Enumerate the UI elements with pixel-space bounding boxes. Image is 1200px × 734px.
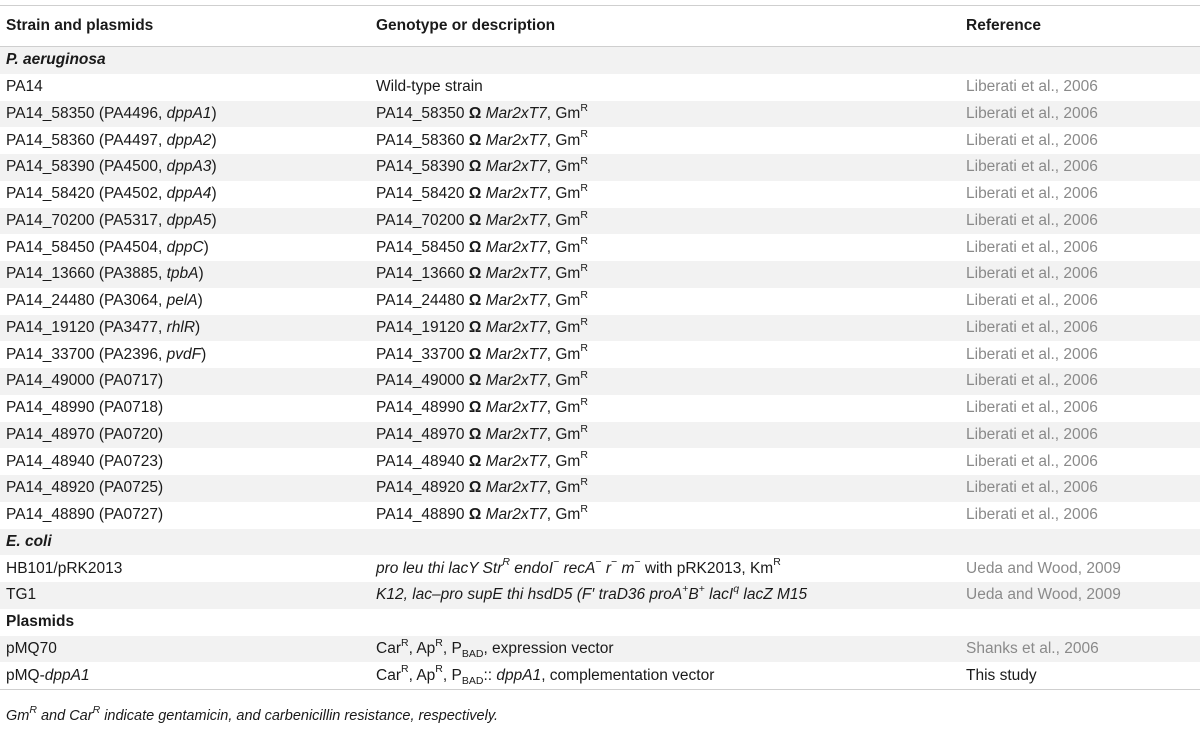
reference-cell: Liberati et al., 2006 xyxy=(960,422,1200,449)
genotype-cell: Car$^R$, $Ap^R$, $P_{BAD}$, expression vector xyxy=(370,636,960,663)
reference-cell: Liberati et al., 2006 xyxy=(960,448,1200,475)
strain-cell: PA14_33700 (PA2396, pvdF) xyxy=(0,341,370,368)
reference-cell: Shanks et al., 2006 xyxy=(960,636,1200,663)
table-row xyxy=(0,234,1200,261)
genotype-cell: PA14_48940 Ω Mar2xT7, $Gm^R$ xyxy=(370,448,960,475)
table-row xyxy=(0,368,1200,395)
section-row xyxy=(0,529,1200,556)
table-row xyxy=(0,101,1200,128)
strain-cell: PA14_48990 (PA0718) xyxy=(0,395,370,422)
reference-cell: Liberati et al., 2006 xyxy=(960,368,1200,395)
reference-cell: Liberati et al., 2006 xyxy=(960,288,1200,315)
strain-cell: PA14_48890 (PA0727) xyxy=(0,502,370,529)
table-row xyxy=(0,582,1200,609)
strain-cell: PA14_48920 (PA0725) xyxy=(0,475,370,502)
section-label-ecoli: E. coli xyxy=(0,529,1200,556)
strain-cell: PA14_58360 (PA4497, dppA2) xyxy=(0,127,370,154)
strain-cell: PA14_58350 (PA4496, dppA1) xyxy=(0,101,370,128)
table-row xyxy=(0,448,1200,475)
table-row xyxy=(0,154,1200,181)
strain-cell: PA14_13660 (PA3885, tpbA) xyxy=(0,261,370,288)
table-row xyxy=(0,127,1200,154)
genotype-cell: PA14_33700 Ω Mar2xT7, $Gm^R$ xyxy=(370,341,960,368)
strain-cell: PA14 xyxy=(0,74,370,101)
table-row xyxy=(0,261,1200,288)
table-row xyxy=(0,502,1200,529)
genotype-cell: PA14_58360 Ω Mar2xT7, $Gm^R$ xyxy=(370,127,960,154)
table-row xyxy=(0,555,1200,582)
table-row xyxy=(0,208,1200,235)
reference-cell: This study xyxy=(960,662,1200,689)
section-label-plasmids: Plasmids xyxy=(0,609,1200,636)
reference-cell: Liberati et al., 2006 xyxy=(960,261,1200,288)
genotype-cell: PA14_48970 Ω Mar2xT7, $Gm^R$ xyxy=(370,422,960,449)
section-row xyxy=(0,47,1200,74)
strain-cell: PA14_48940 (PA0723) xyxy=(0,448,370,475)
reference-cell: Liberati et al., 2006 xyxy=(960,127,1200,154)
reference-cell: Liberati et al., 2006 xyxy=(960,101,1200,128)
table-row xyxy=(0,422,1200,449)
genotype-cell: K12, lac–pro supE thi hsdD5 (F′ traD36 proA+B+ lacI$^q$ lacZ M15 xyxy=(370,582,960,609)
genotype-cell: PA14_48890 Ω Mar2xT7, $Gm^R$ xyxy=(370,502,960,529)
strain-cell: PA14_24480 (PA3064, pelA) xyxy=(0,288,370,315)
genotype-cell: Car$^R$, $Ap^R$, $P_{BAD}$:: dppA1, complementation vector xyxy=(370,662,960,689)
reference-cell: Ueda and Wood, 2009 xyxy=(960,582,1200,609)
genotype-cell: PA14_70200 Ω Mar2xT7, $Gm^R$ xyxy=(370,208,960,235)
reference-cell: Liberati et al., 2006 xyxy=(960,234,1200,261)
reference-cell: Ueda and Wood, 2009 xyxy=(960,555,1200,582)
table-row xyxy=(0,395,1200,422)
table-row xyxy=(0,475,1200,502)
reference-cell: Liberati et al., 2006 xyxy=(960,208,1200,235)
table-row xyxy=(0,662,1200,689)
strain-cell: PA14_19120 (PA3477, rhlR) xyxy=(0,315,370,342)
reference-cell: Liberati et al., 2006 xyxy=(960,341,1200,368)
strain-cell: PA14_48970 (PA0720) xyxy=(0,422,370,449)
reference-cell: Liberati et al., 2006 xyxy=(960,154,1200,181)
table-row xyxy=(0,181,1200,208)
strain-cell: PA14_70200 (PA5317, dppA5) xyxy=(0,208,370,235)
genotype-cell: PA14_58450 Ω Mar2xT7, $Gm^R$ xyxy=(370,234,960,261)
strains-table xyxy=(0,5,1200,690)
table-row xyxy=(0,74,1200,101)
strain-cell: PA14_58420 (PA4502, dppA4) xyxy=(0,181,370,208)
column-header-genotype: Genotype or description xyxy=(370,6,960,47)
strain-cell: HB101/pRK2013 xyxy=(0,555,370,582)
table-row xyxy=(0,315,1200,342)
strain-cell: pMQ70 xyxy=(0,636,370,663)
column-header-strain: Strain and plasmids xyxy=(0,6,370,47)
reference-cell: Liberati et al., 2006 xyxy=(960,74,1200,101)
genotype-cell: PA14_58420 Ω Mar2xT7, $Gm^R$ xyxy=(370,181,960,208)
genotype-cell: PA14_58390 Ω Mar2xT7, $Gm^R$ xyxy=(370,154,960,181)
genotype-cell: Wild-type strain xyxy=(370,74,960,101)
reference-cell: Liberati et al., 2006 xyxy=(960,181,1200,208)
strain-cell: PA14_49000 (PA0717) xyxy=(0,368,370,395)
reference-cell: Liberati et al., 2006 xyxy=(960,395,1200,422)
strain-cell: PA14_58390 (PA4500, dppA3) xyxy=(0,154,370,181)
reference-cell: Liberati et al., 2006 xyxy=(960,475,1200,502)
column-header-reference: Reference xyxy=(960,6,1200,47)
genotype-cell: PA14_13660 Ω Mar2xT7, $Gm^R$ xyxy=(370,261,960,288)
genotype-cell: pro leu thi lacY Str$^R$ endoI− recA− r− m− with pRK2013, $Km^R$ xyxy=(370,555,960,582)
section-row xyxy=(0,609,1200,636)
section-label-paeruginosa: P. aeruginosa xyxy=(0,47,1200,74)
strain-cell: TG1 xyxy=(0,582,370,609)
genotype-cell: PA14_49000 Ω Mar2xT7, $Gm^R$ xyxy=(370,368,960,395)
genotype-cell: PA14_48920 Ω Mar2xT7, $Gm^R$ xyxy=(370,475,960,502)
table-row xyxy=(0,636,1200,663)
table-header-row xyxy=(0,6,1200,47)
reference-cell: Liberati et al., 2006 xyxy=(960,502,1200,529)
genotype-cell: PA14_19120 Ω Mar2xT7, $Gm^R$ xyxy=(370,315,960,342)
table-footnote: $Gm^R$ and Car$^R$ indicate gentamicin, and carbenicillin resistance, respectively. xyxy=(6,704,499,724)
strain-cell: pMQ-dppA1 xyxy=(0,662,370,689)
genotype-cell: PA14_24480 Ω Mar2xT7, $Gm^R$ xyxy=(370,288,960,315)
genotype-cell: PA14_58350 Ω Mar2xT7, $Gm^R$ xyxy=(370,101,960,128)
reference-cell: Liberati et al., 2006 xyxy=(960,315,1200,342)
genotype-cell: PA14_48990 Ω Mar2xT7, $Gm^R$ xyxy=(370,395,960,422)
table-row xyxy=(0,288,1200,315)
strain-cell: PA14_58450 (PA4504, dppC) xyxy=(0,234,370,261)
table-row xyxy=(0,341,1200,368)
